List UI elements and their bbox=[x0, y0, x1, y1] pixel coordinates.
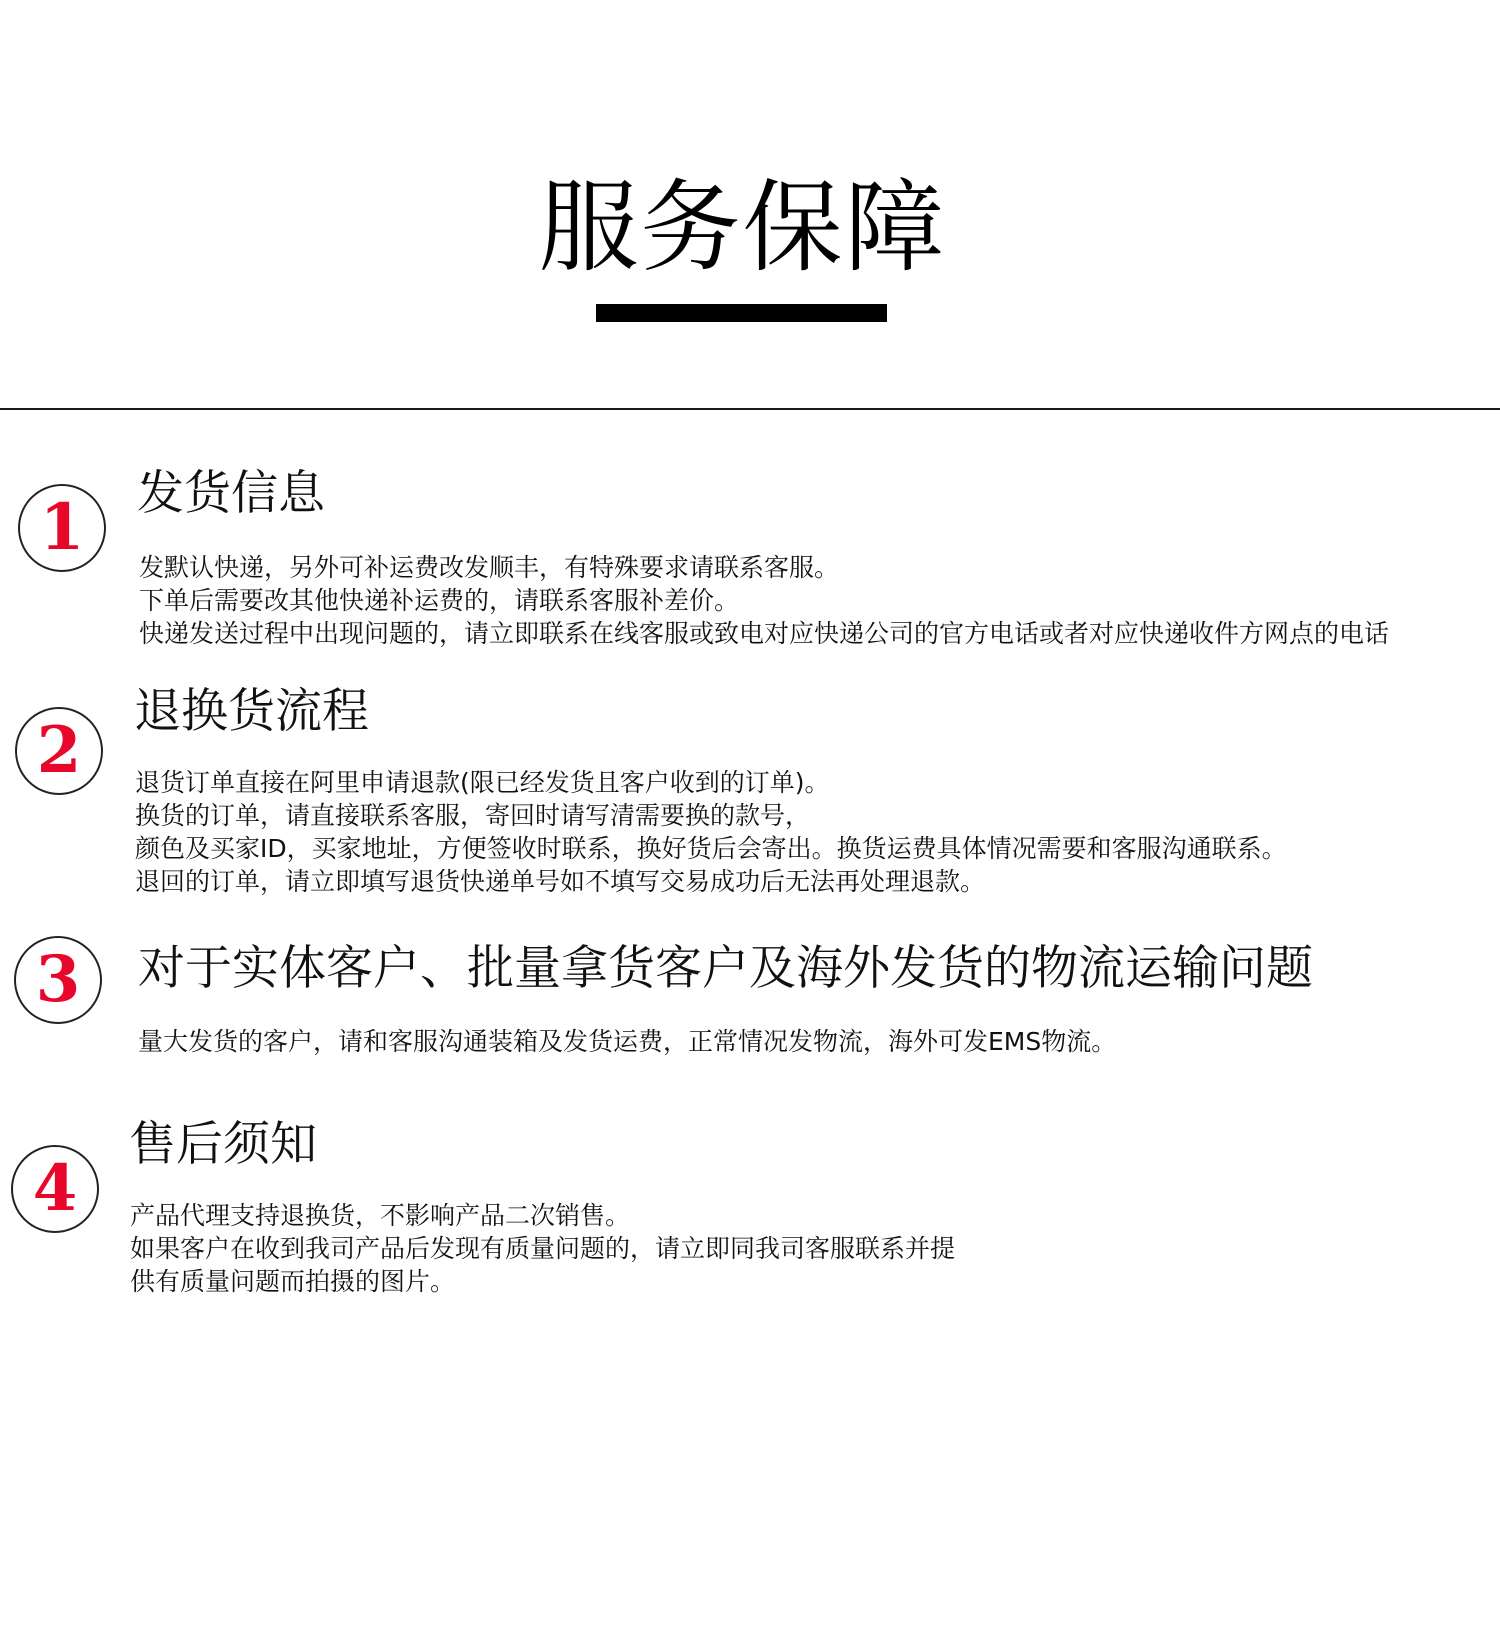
title-underline-bar bbox=[596, 304, 887, 322]
body-line: 发默认快递，另外可补运费改发顺丰，有特殊要求请联系客服。 bbox=[139, 553, 840, 582]
body-line: 快递发送过程中出现问题的，请立即联系在线客服或致电对应快递公司的官方电话或者对应快递收件方网点的电话 bbox=[139, 619, 1390, 648]
section-title: 对于实体客户、批量拿货客户及海外发货的物流运输问题 bbox=[138, 941, 1313, 996]
number-badge-4: 4 bbox=[11, 1145, 99, 1233]
section-title: 售后须知 bbox=[129, 1117, 317, 1172]
section-body bbox=[135, 766, 1287, 898]
body-line: 如果客户在收到我司产品后发现有质量问题的，请立即同我司客服联系并提 bbox=[130, 1234, 956, 1263]
body-line: 退货订单直接在阿里申请退款(限已经发货且客户收到的订单)。 bbox=[135, 768, 830, 797]
body-line: 量大发货的客户，请和客服沟通装箱及发货运费，正常情况发物流，海外可发EMS物流。 bbox=[138, 1027, 1117, 1056]
body-line: 退回的订单，请立即填写退货快递单号如不填写交易成功后无法再处理退款。 bbox=[135, 867, 986, 896]
number-badge-1: 1 bbox=[18, 484, 106, 572]
section-body bbox=[139, 551, 1389, 650]
body-line: 供有质量问题而拍摄的图片。 bbox=[130, 1267, 456, 1296]
section-title: 发货信息 bbox=[137, 466, 325, 521]
section-body bbox=[138, 1025, 1116, 1058]
body-line: 产品代理支持退换货，不影响产品二次销售。 bbox=[130, 1201, 631, 1230]
horizontal-divider bbox=[0, 408, 1500, 410]
page-title: 服务保障 bbox=[538, 169, 947, 286]
body-line: 下单后需要改其他快递补运费的，请联系客服补差价。 bbox=[139, 586, 740, 615]
section-body bbox=[130, 1199, 955, 1298]
number-badge-2: 2 bbox=[15, 707, 103, 795]
body-line: 颜色及买家ID，买家地址，方便签收时联系，换好货后会寄出。换货运费具体情况需要和客服沟通联系。 bbox=[135, 834, 1287, 863]
section-title: 退换货流程 bbox=[134, 684, 369, 739]
number-badge-3: 3 bbox=[14, 936, 102, 1024]
body-line: 换货的订单，请直接联系客服，寄回时请写清需要换的款号， bbox=[135, 801, 811, 830]
